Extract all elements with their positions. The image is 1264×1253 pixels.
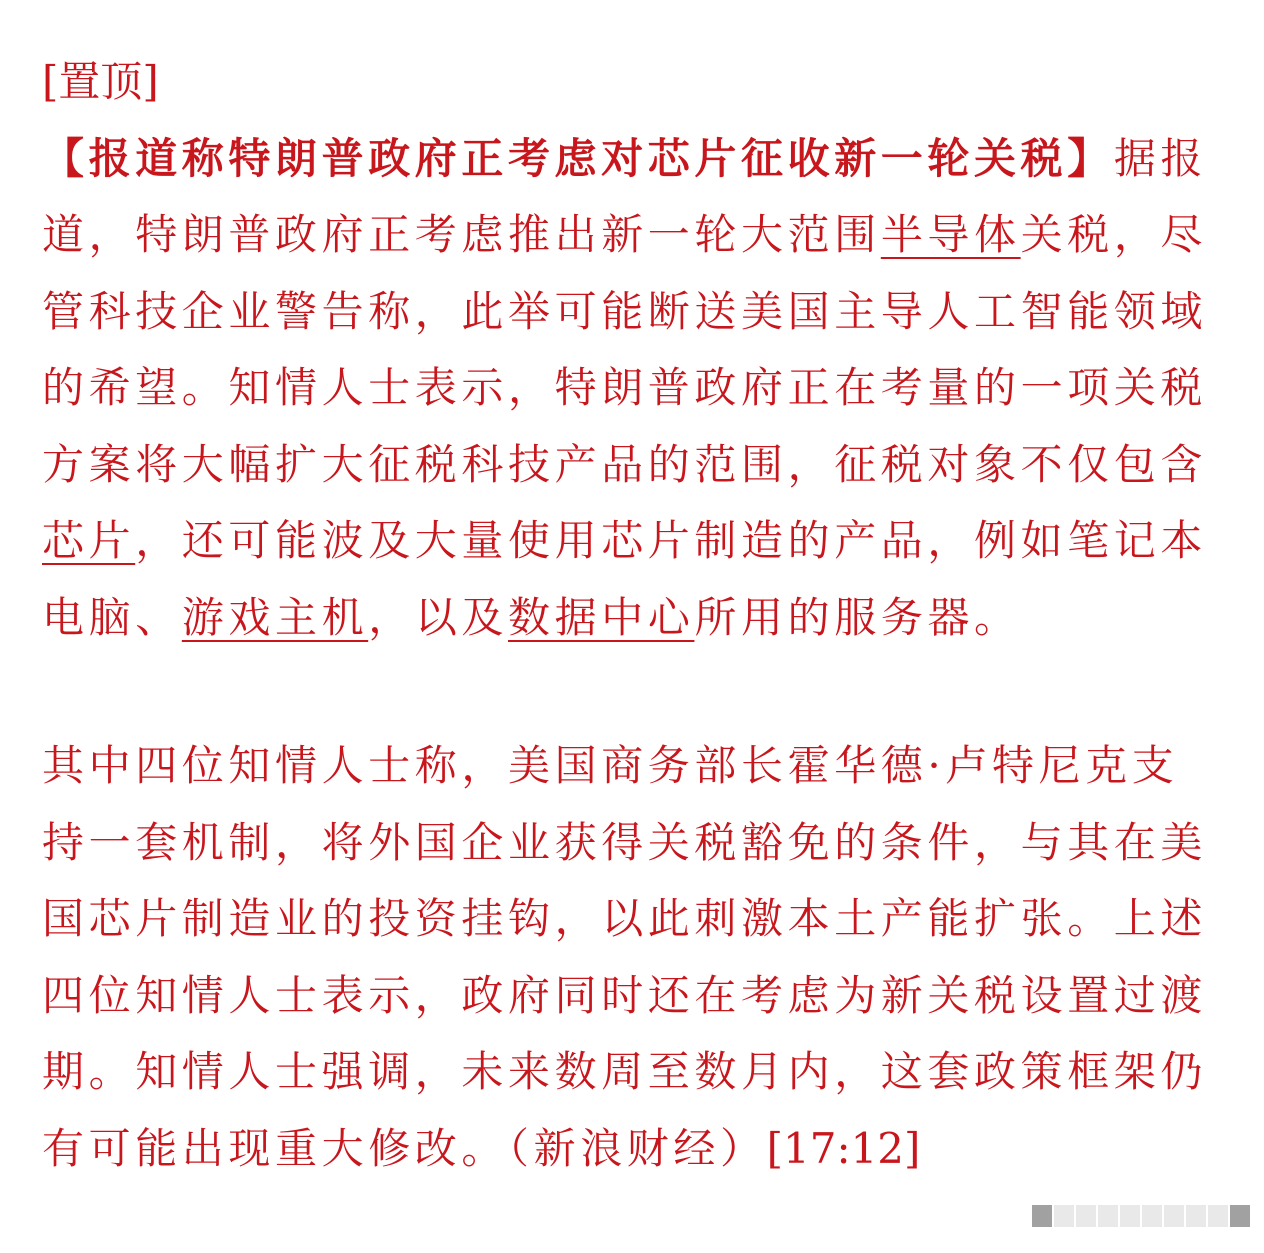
news-article [42, 44, 1222, 1187]
body-text: 其中四位知情人士称，美国商务部长霍华德·卢特尼克支持一套机制，将外国企业获得关税豁免的条件，与其在美国芯片制造业的投资挂钩，以此刺激本土产能扩张。上述四位知情人士表示，政府同时还在考虑为新关税设置过渡期。知情人士强调，未来数周至数月内，这套政策框架仍有可能出现重大修改。（新浪财经） [42, 741, 1208, 1173]
watermark-logo-icon [1010, 1193, 1250, 1239]
body-text: ，还可能波及大量使用芯片制造的产品，例如笔记本电脑、 [42, 516, 1208, 642]
link-chip[interactable]: 芯片 [42, 516, 136, 565]
article-paragraph-1 [42, 44, 1222, 656]
article-headline: 【报道称特朗普政府正考虑对芯片征收新一轮关税】 [42, 133, 1114, 183]
body-text: 据报道，特朗普政府正考虑推出新一轮大范围 [42, 133, 1208, 259]
pinned-tag: [置顶] [42, 57, 159, 106]
body-text: 关税，尽管科技企业警告称，此举可能断送美国主导人工智能领域的希望。知情人士表示，特朗普政府正在考量的一项关税方案将大幅扩大征税科技产品的范围，征税对象不仅包含 [42, 210, 1208, 489]
link-data-center[interactable]: 数据中心 [508, 592, 695, 642]
link-semiconductor[interactable]: 半导体 [880, 210, 1021, 259]
body-text: ，以及 [368, 592, 509, 642]
body-text: 所用的服务器。 [694, 592, 1021, 642]
article-paragraph-2 [42, 728, 1222, 1187]
link-game-console[interactable]: 游戏主机 [181, 592, 369, 642]
timestamp: [17:12] [766, 1123, 921, 1173]
